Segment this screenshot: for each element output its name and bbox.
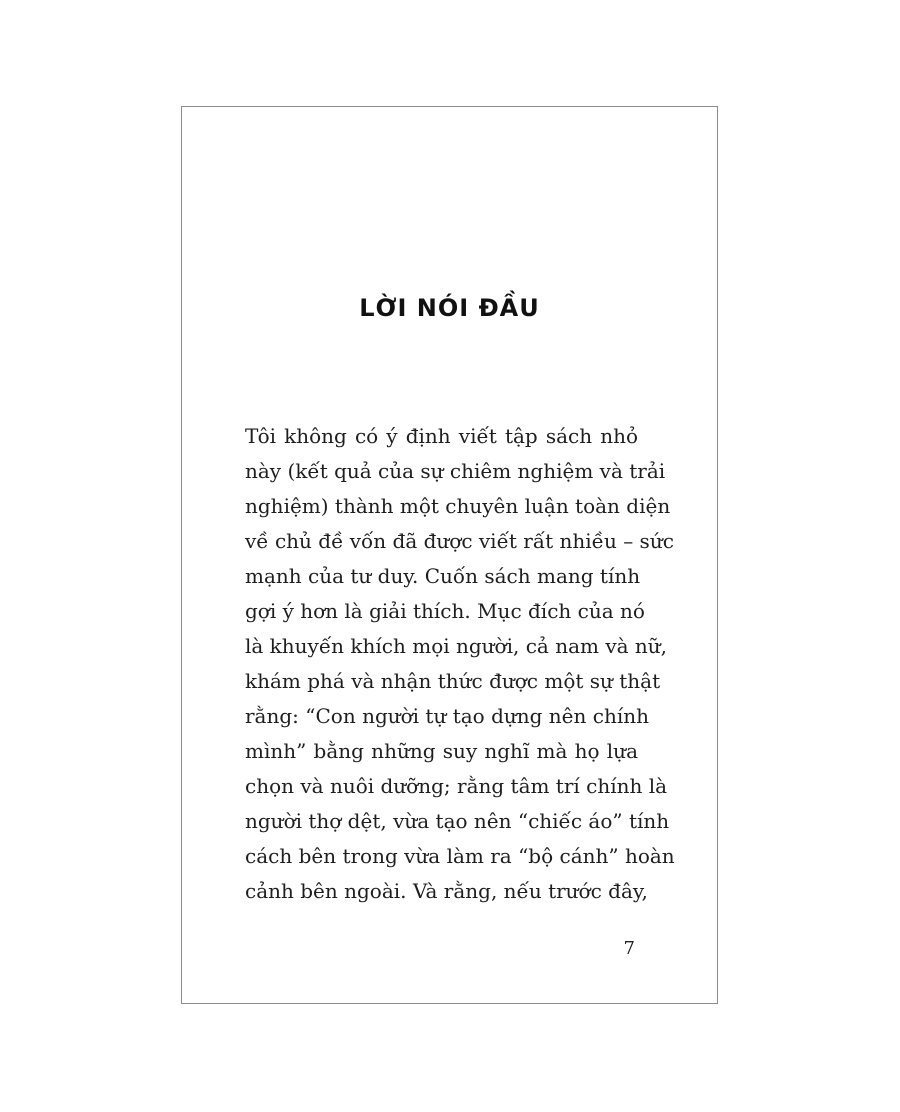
text-line: mình” bằng những suy nghĩ mà họ lựa bbox=[245, 739, 638, 763]
text-line: về chủ đề vốn đã được viết rất nhiều – sức bbox=[245, 529, 674, 553]
text-line: này (kết quả của sự chiêm nghiệm và trải bbox=[245, 459, 666, 483]
text-line: mạnh của tư duy. Cuốn sách mang tính bbox=[245, 564, 641, 588]
chapter-title: LỜI NÓI ĐẦU bbox=[359, 294, 540, 322]
text-line: khám phá và nhận thức được một sự thật bbox=[245, 669, 661, 693]
text-line: gợi ý hơn là giải thích. Mục đích của nó bbox=[245, 599, 645, 623]
page-number: 7 bbox=[623, 938, 635, 959]
book-page bbox=[181, 106, 718, 1004]
text-line: là khuyến khích mọi người, cả nam và nữ, bbox=[245, 634, 668, 658]
text-line: cảnh bên ngoài. Và rằng, nếu trước đây, bbox=[245, 879, 648, 903]
text-line: cách bên trong vừa làm ra “bộ cánh” hoàn bbox=[245, 844, 675, 868]
text-line: rằng: “Con người tự tạo dựng nên chính bbox=[245, 704, 649, 728]
body-paragraph bbox=[245, 419, 675, 909]
text-line: người thợ dệt, vừa tạo nên “chiếc áo” tính bbox=[245, 809, 670, 833]
text-line: Tôi không có ý định viết tập sách nhỏ bbox=[245, 424, 638, 448]
text-line: chọn và nuôi dưỡng; rằng tâm trí chính là bbox=[245, 774, 668, 798]
text-line: nghiệm) thành một chuyên luận toàn diện bbox=[245, 494, 671, 518]
